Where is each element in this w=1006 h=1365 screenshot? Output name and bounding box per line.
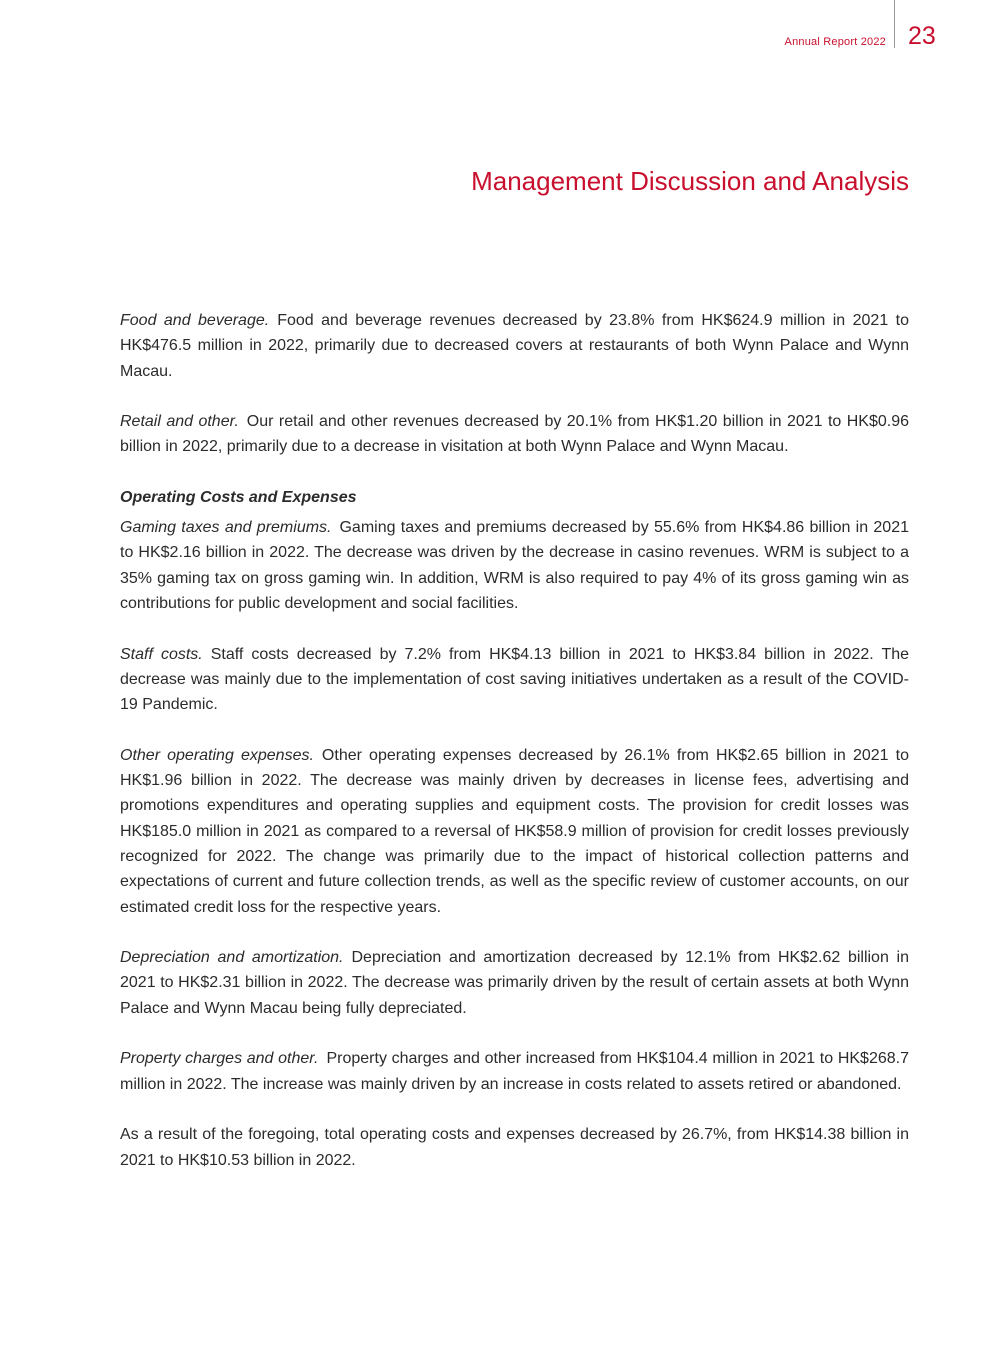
body-content — [120, 308, 909, 1173]
paragraph-text: Staff costs decreased by 7.2% from HK$4.13 billion in 2021 to HK$3.84 billion in 2022. The decrease was mainly due to the implementation of cost saving initiatives undertaken as a result of the COVID-19 Pandemic. — [120, 645, 910, 714]
paragraph-depreciation — [120, 945, 909, 1021]
paragraph-summary: As a result of the foregoing, total operating costs and expenses decreased by 26.7%, from HK$14.38 billion in 2021 to HK$10.53 billion in 2022. — [120, 1126, 909, 1169]
paragraph-other-operating — [120, 743, 909, 920]
paragraph-text: Property charges and other increased from HK$104.4 million in 2021 to HK$268.7 million in 2022. The increase was mainly driven by an increase in costs related to assets retired or abandoned. — [120, 1050, 909, 1093]
paragraph-text: Gaming taxes and premiums decreased by 55.6% from HK$4.86 billion in 2021 to HK$2.16 billion in 2022. The decrease was driven by the decrease in casino revenues. WRM is subject to a 35% gaming tax on gross gaming win. In addition, WRM is also required to pay 4% of its gross gaming win as contributions for public development and social facilities. — [120, 519, 909, 612]
paragraph-lead: Staff costs. — [120, 645, 203, 663]
paragraph-gaming-taxes — [120, 515, 909, 616]
paragraph-lead: Depreciation and amortization. — [120, 949, 344, 967]
paragraph-text: Depreciation and amortization decreased by 12.1% from HK$2.62 billion in 2021 to HK$2.31 billion in 2022. The decrease was primarily driven by the result of certain assets at both Wynn Palace and Wynn Macau being fully depreciated. — [120, 949, 909, 1017]
header-divider — [894, 0, 895, 48]
paragraph-retail-other — [120, 409, 909, 460]
paragraph-lead: Retail and other. — [120, 413, 239, 431]
paragraph-text: Other operating expenses decreased by 26.1% from HK$2.65 billion in 2021 to HK$1.96 billion in 2022. The decrease was mainly driven by decreases in license fees, advertising and promotions expenditures and operating supplies and equipment costs. The provision for credit losses was HK$185.0 million in 2021 as compared to a reversal of HK$58.9 million of provision for credit losses previously recognized for 2022. The change was primarily due to the impact of historical collection patterns and expectations of current and future collection trends, as well as the specific review of customer accounts, on our estimated credit loss for the respective years. — [120, 746, 910, 916]
paragraph-lead: Food and beverage. — [120, 312, 270, 329]
paragraph-text: Food and beverage revenues decreased by 23.8% from HK$624.9 million in 2021 to HK$476.5 million in 2022, primarily due to decreased covers at restaurants of both Wynn Palace and Wynn Macau. — [120, 312, 909, 380]
section-heading: Operating Costs and Expenses — [120, 489, 357, 507]
paragraph-lead: Property charges and other. — [120, 1050, 319, 1068]
paragraph-property-charges — [120, 1046, 909, 1097]
page-title: Management Discussion and Analysis — [471, 166, 909, 196]
paragraph-lead: Gaming taxes and premiums. — [120, 519, 332, 537]
page-number: 23 — [908, 22, 936, 50]
paragraph-staff-costs — [120, 642, 909, 718]
paragraph-lead: Other operating expenses. — [120, 746, 314, 764]
report-label: Annual Report 2022 — [784, 36, 886, 48]
paragraph-food-beverage — [120, 308, 909, 384]
paragraph-text: Our retail and other revenues decreased by 20.1% from HK$1.20 billion in 2021 to HK$0.96 billion in 2022, primarily due to a decrease in visitation at both Wynn Palace and Wynn Macau. — [120, 413, 910, 456]
